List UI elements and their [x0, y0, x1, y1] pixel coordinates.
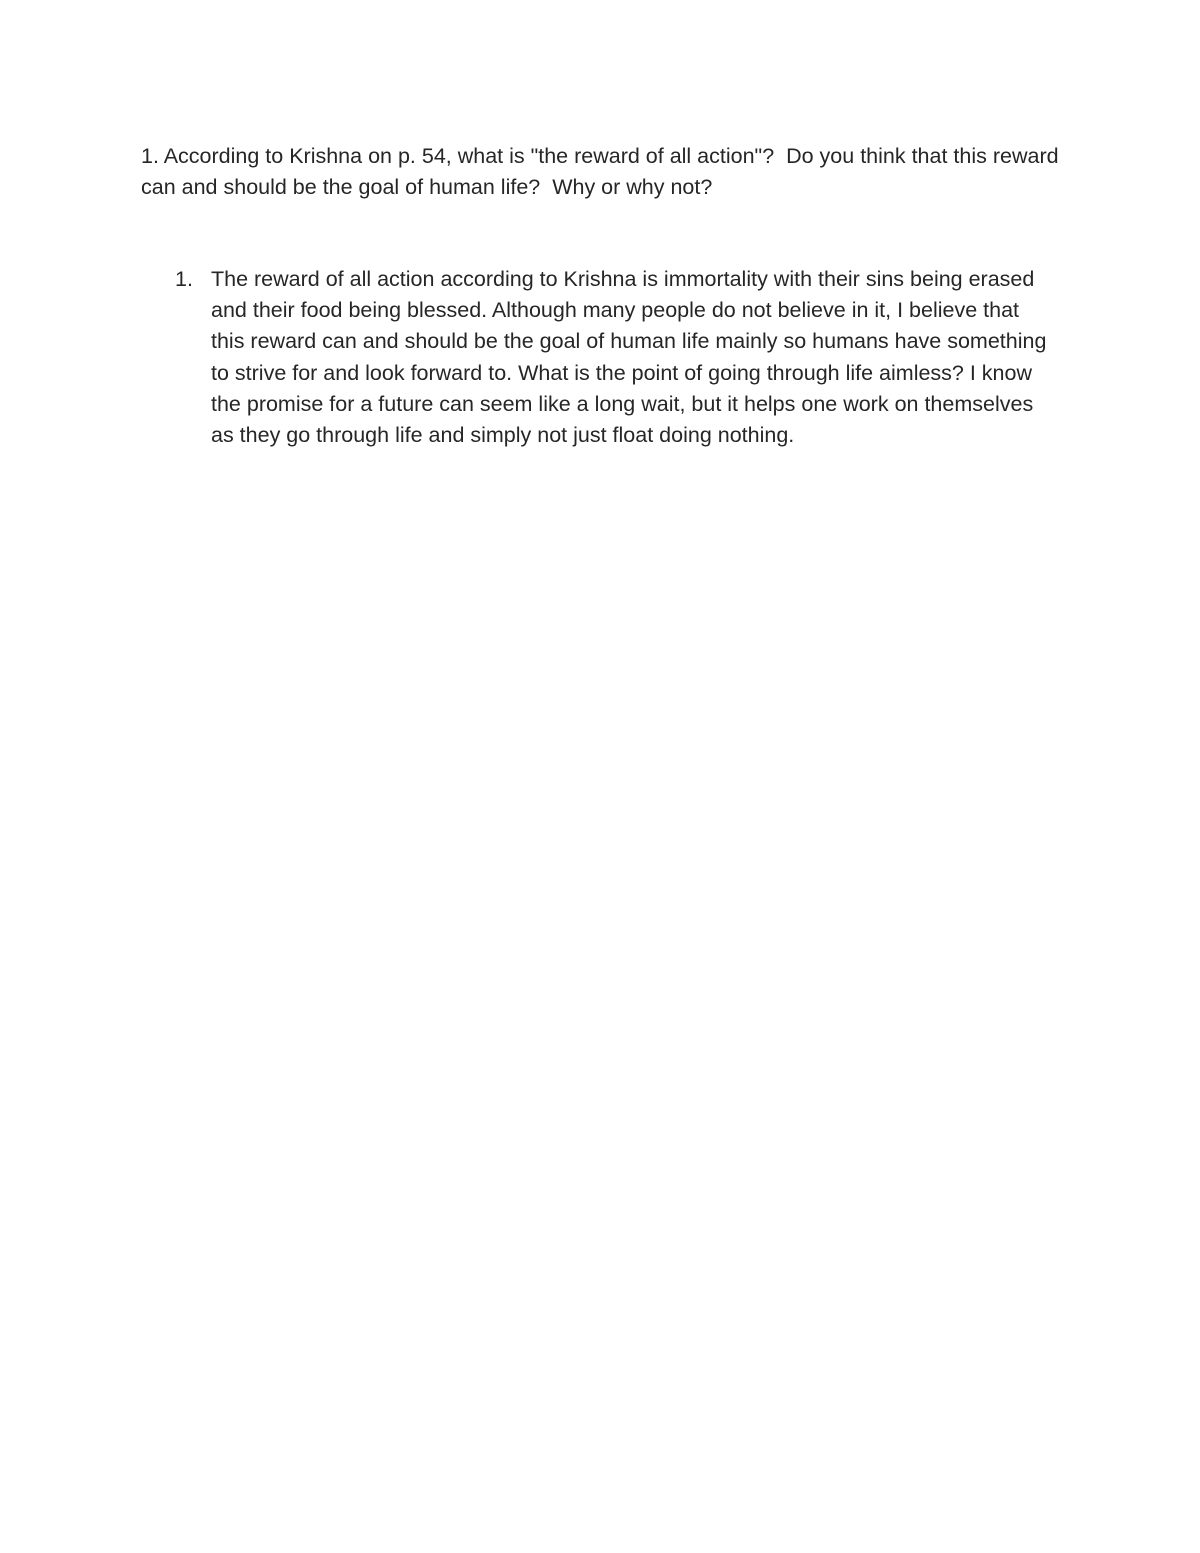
answer-list — [175, 264, 1055, 451]
answer-item — [175, 264, 1055, 451]
answer-number: 1. — [175, 267, 193, 291]
question-text: 1. According to Krishna on p. 54, what is "the reward of all action"? Do you think that this reward can and should be the goal of human life? Why or why not? — [141, 144, 1065, 199]
answer-text: The reward of all action according to Krishna is immortality with their sins being erased and their food being blessed. Although many people do not believe in it, I believe that this reward can and should be the goal of human life mainly so humans have something to strive for and look forward to. What is the point of going through life aimless? I know the promise for a future can seem like a long wait, but it helps one work on themselves as they go through life and simply not just float doing nothing. — [211, 267, 1047, 448]
